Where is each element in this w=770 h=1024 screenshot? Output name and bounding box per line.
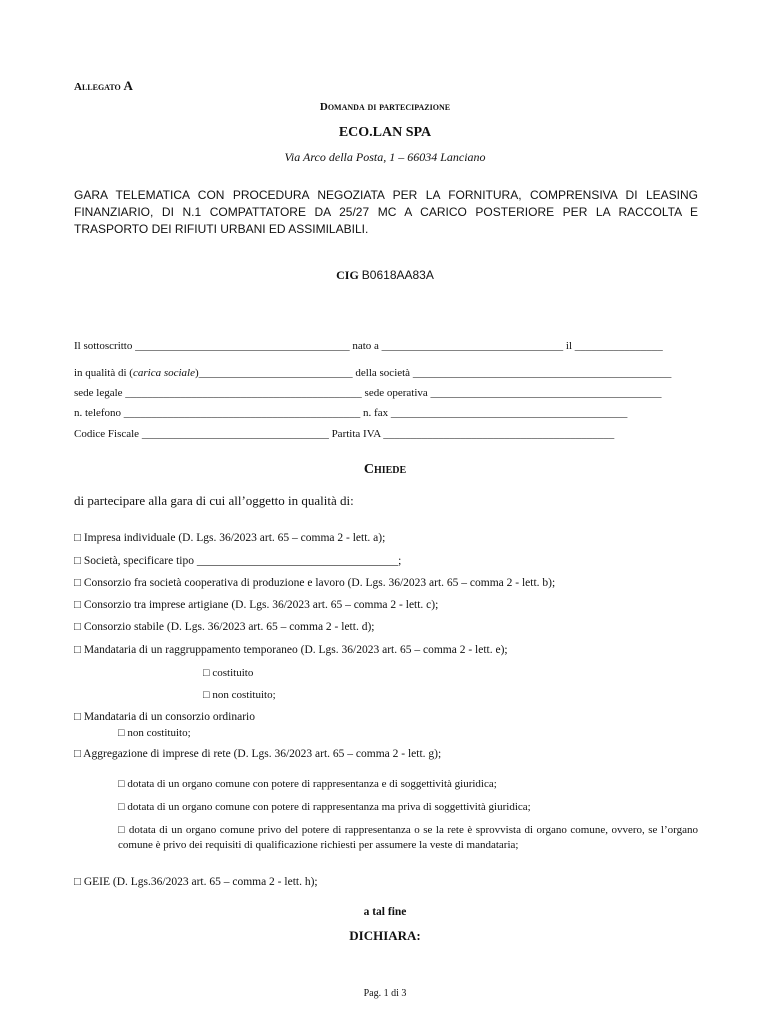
role-prefix: in qualità di ( — [74, 367, 133, 379]
option-costituito[interactable]: □ costituito — [203, 667, 254, 679]
option-rete-soggettivita[interactable]: □ dotata di un organo comune con potere di rappresentanza e di soggettività giuridica; — [118, 778, 497, 790]
cig-label: CIG — [336, 268, 359, 282]
form-line-fiscal[interactable]: Codice Fiscale __________________________________ Partita IVA __________________________________________ — [74, 428, 615, 440]
option-impresa-individuale[interactable]: □ Impresa individuale (D. Lgs. 36/2023 art. 65 – comma 2 - lett. a); — [74, 532, 386, 544]
option-geie[interactable]: □ GEIE (D. Lgs.36/2023 art. 65 – comma 2 - lett. h); — [74, 876, 318, 888]
option-non-costituito[interactable]: □ non costituito; — [203, 689, 276, 701]
option-rete-senza-potere[interactable]: □ dotata di un organo comune privo del potere di rappresentanza o se la rete è sprovvista di organo comune, ovvero, se l’organo comune è privo dei requisiti di qualificazione richiesti per assumere la veste di mandataria; — [118, 824, 698, 851]
role-italic: carica sociale — [132, 367, 195, 379]
allegato-text: Allegato — [74, 81, 121, 93]
option-societa[interactable]: □ Società, specificare tipo ___________________________________; — [74, 555, 402, 567]
company-address: Via Arco della Posta, 1 – 66034 Lanciano — [284, 150, 486, 164]
form-line-phone[interactable]: n. telefono ___________________________________________ n. fax ___________________________________________ — [74, 407, 628, 419]
allegato-letter: A — [123, 78, 133, 93]
option-consorzio-non-costituito[interactable]: □ non costituito; — [118, 727, 191, 739]
option-mandataria-consorzio[interactable]: □ Mandataria di un consorzio ordinario — [74, 711, 255, 723]
option-mandataria-raggruppamento[interactable]: □ Mandataria di un raggruppamento temporaneo (D. Lgs. 36/2023 art. 65 – comma 2 - lett. e); — [74, 644, 508, 656]
tender-subject: GARA TELEMATICA CON PROCEDURA NEGOZIATA PER LA FORNITURA, COMPRENSIVA DI LEASING FINANZIARIO, DI N.1 COMPATTATORE DA 25/27 MC A CARICO POSTERIORE PER LA RACCOLTA E TRASPORTO DEI RIFIUTI URBANI ED ASSIMILABILI. — [74, 188, 698, 236]
form-line-name[interactable]: Il sottoscritto _______________________________________ nato a _________________________________ il ________________ — [74, 340, 663, 352]
option-consorzio-stabile[interactable]: □ Consorzio stabile (D. Lgs. 36/2023 art. 65 – comma 2 - lett. d); — [74, 621, 375, 633]
cig-code: B0618AA83A — [361, 268, 434, 282]
page-number: Pag. 1 di 3 — [363, 988, 407, 999]
role-suffix: )____________________________ della società _______________________________________________ — [194, 367, 672, 379]
option-aggregazione-rete[interactable]: □ Aggregazione di imprese di rete (D. Lgs. 36/2023 art. 65 – comma 2 - lett. g); — [74, 748, 442, 760]
option-rete-priva-soggettivita[interactable]: □ dotata di un organo comune con potere di rappresentanza ma priva di soggettività giuridica; — [118, 801, 531, 813]
form-line-sede[interactable]: sede legale ___________________________________________ sede operativa __________________________________________ — [74, 387, 662, 399]
dichiara-heading: DICHIARA: — [349, 928, 421, 943]
document-title: Domanda di partecipazione — [319, 101, 451, 113]
form-line-role[interactable] — [74, 367, 671, 379]
company-name: ECO.LAN SPA — [338, 125, 432, 140]
a-tal-fine: a tal fine — [363, 906, 407, 918]
cig-line — [0, 268, 770, 283]
option-consorzio-artigiane[interactable]: □ Consorzio tra imprese artigiane (D. Lgs. 36/2023 art. 65 – comma 2 - lett. c); — [74, 599, 439, 611]
intro-text: di partecipare alla gara di cui all’oggetto in qualità di: — [74, 493, 354, 508]
allegato-label — [74, 78, 133, 94]
option-consorzio-cooperativa[interactable]: □ Consorzio fra società cooperativa di produzione e lavoro (D. Lgs. 36/2023 art. 65 – comma 2 - lett. b); — [74, 577, 556, 589]
chiede-heading: Chiede — [363, 462, 407, 477]
